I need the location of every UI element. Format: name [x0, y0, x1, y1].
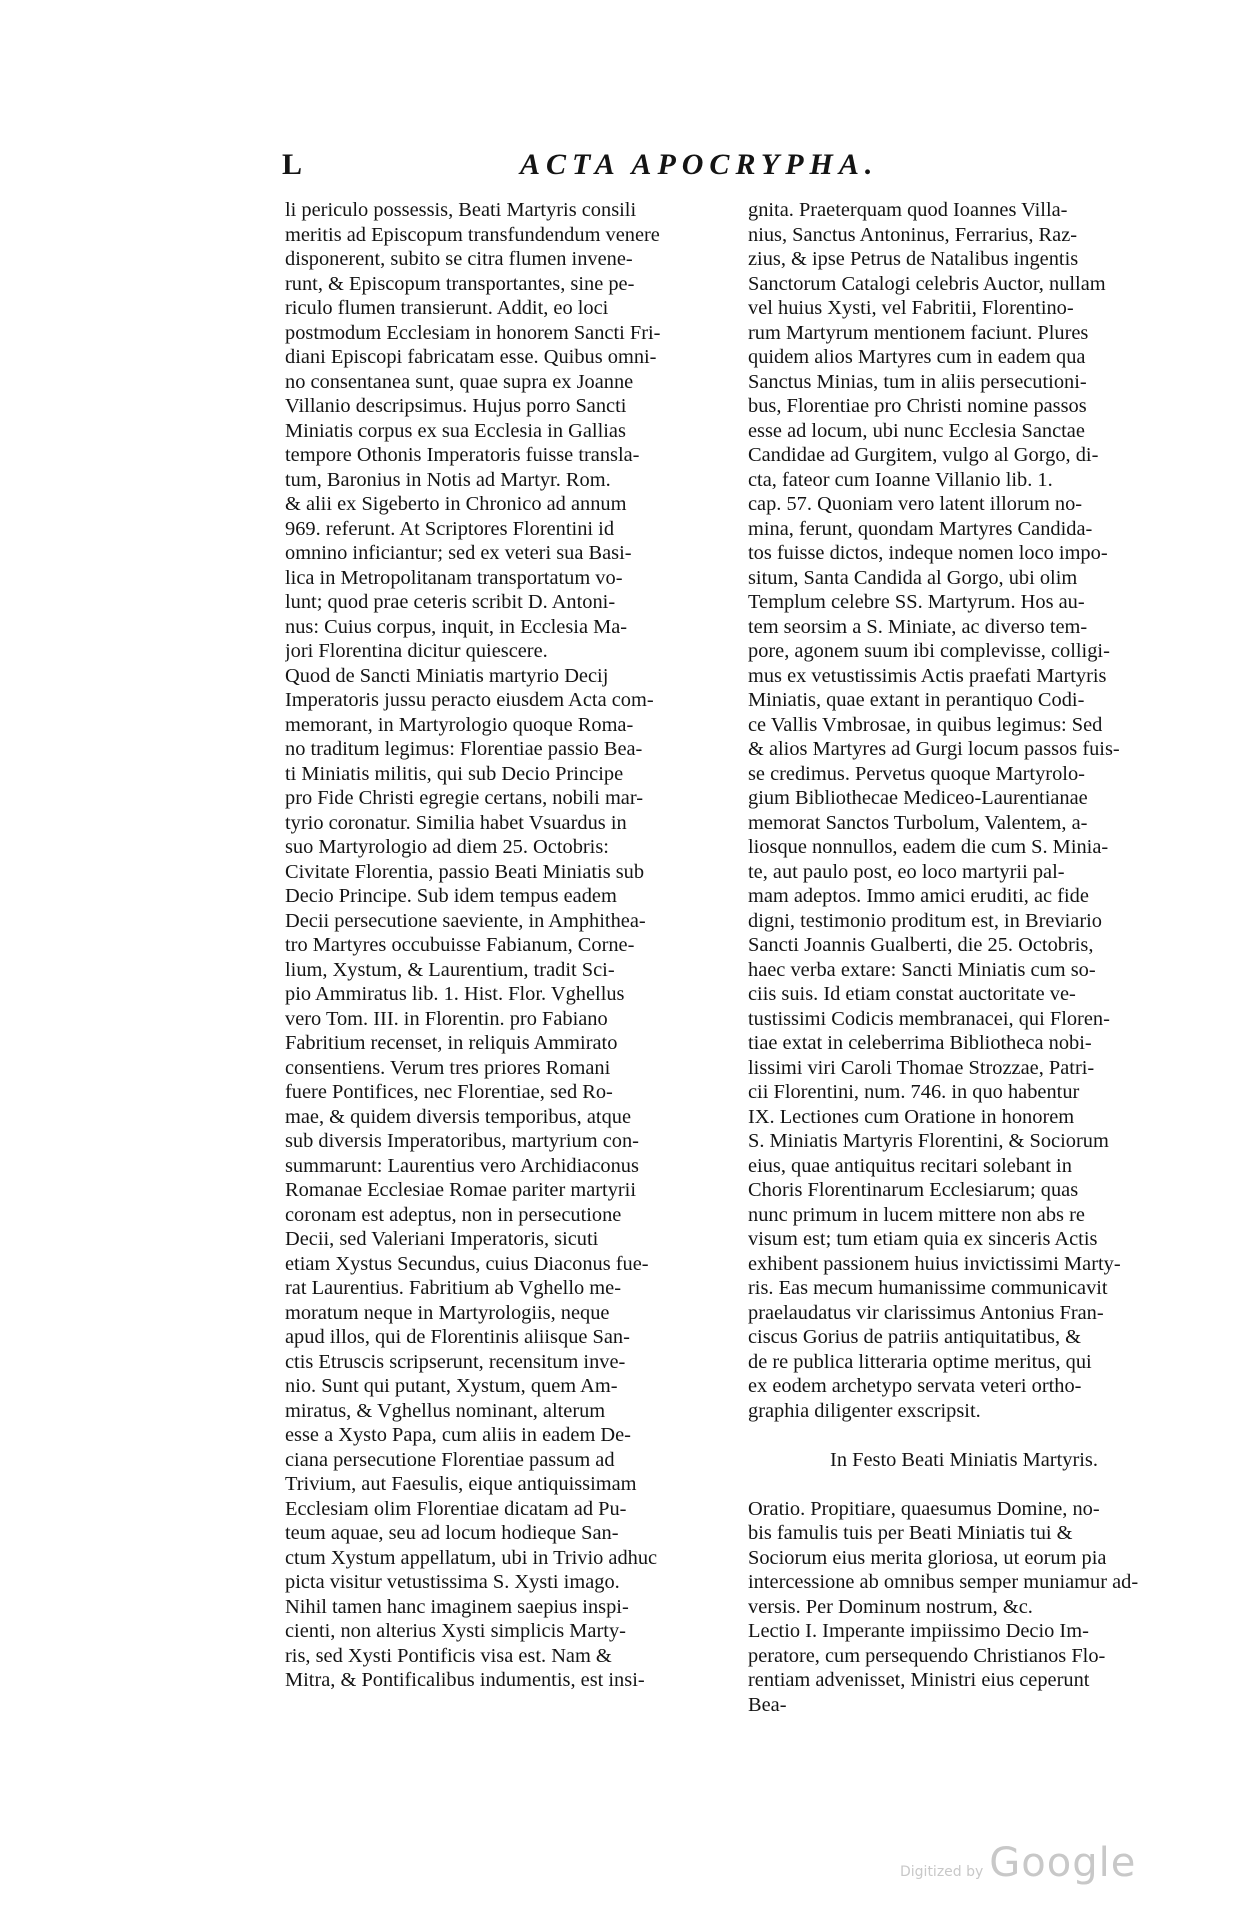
text-line: de re publica litteraria optime meritus, qui — [748, 1350, 1092, 1373]
text-line: & alii ex Sigeberto in Chronico ad annum — [285, 493, 627, 515]
text-line: mus ex vetustissimis Actis praefati Martyris — [748, 664, 1107, 687]
text-line: tyrio coronatur. Similia habet Vsuardus in — [285, 811, 627, 834]
text-line: te, aut paulo post, eo loco martyrii pal- — [748, 860, 1065, 883]
text-line: S. Miniatis Martyris Florentini, & Sociorum — [748, 1130, 1109, 1152]
text-line: Choris Florentinarum Ecclesiarum; quas — [748, 1179, 1079, 1201]
right-text-column — [748, 198, 1180, 1717]
text-line: Decii, sed Valeriani Imperatoris, sicuti — [285, 1228, 599, 1250]
oration-line: Sociorum eius merita gloriosa, ut eorum pia — [748, 1546, 1107, 1569]
google-logo: Google — [989, 1840, 1137, 1886]
text-line: tustissimi Codicis membranacei, qui Floren- — [748, 1007, 1110, 1030]
text-line: gnita. Praeterquam quod Ioannes Villa- — [748, 199, 1068, 221]
text-line: Romanae Ecclesiae Romae pariter martyrii — [285, 1179, 637, 1201]
text-line: jori Florentina dicitur quiescere. — [285, 640, 548, 662]
text-line: ciis suis. Id etiam constat auctoritate ve- — [748, 983, 1076, 1005]
text-line: Villanio descripsimus. Hujus porro Sancti — [285, 395, 627, 417]
text-line: ciana persecutione Florentiae passum ad — [285, 1448, 615, 1471]
text-line: riculo flumen transierunt. Addit, eo loci — [285, 297, 609, 319]
text-line: etiam Xystus Secundus, cuius Diaconus fue- — [285, 1252, 649, 1275]
text-line: omnino inficiantur; sed ex veteri sua Basi- — [285, 542, 632, 564]
text-line: picta visitur vetustissima S. Xysti imago. — [285, 1571, 620, 1593]
text-line: & alios Martyres ad Gurgi locum passos fuis- — [748, 738, 1120, 760]
text-line: cta, fateor cum Ioanne Villanio lib. 1. — [748, 468, 1053, 491]
text-line: lissimi viri Caroli Thomae Strozzae, Patri- — [748, 1056, 1095, 1079]
text-line: exhibent passionem huius invictissimi Marty- — [748, 1252, 1121, 1275]
text-line: graphia diligenter exscripsit. — [748, 1399, 981, 1422]
text-line: lunt; quod prae ceteris scribit D. Antoni- — [285, 591, 616, 613]
text-line: Sancti Joannis Gualberti, die 25. Octobris, — [748, 934, 1094, 956]
text-line: ris. Eas mecum humanissime communicavit — [748, 1277, 1108, 1299]
text-line: tem seorsim a S. Miniate, ac diverso tem- — [748, 615, 1088, 638]
text-line: bus, Florentiae pro Christi nomine passos — [748, 395, 1087, 417]
text-line: miratus, & Vghellus nominant, alterum — [285, 1399, 606, 1422]
text-line: sub diversis Imperatoribus, martyrium con- — [285, 1130, 639, 1152]
text-line: Nihil tamen hanc imaginem saepius inspi- — [285, 1595, 629, 1618]
text-line: teum aquae, seu ad locum hodieque San- — [285, 1522, 619, 1544]
text-line: Trivium, aut Faesulis, eique antiquissimam — [285, 1473, 637, 1495]
text-line: Mitra, & Pontificalibus indumentis, est insi- — [285, 1669, 645, 1691]
text-line: pore, agonem suum ibi complevisse, colligi- — [748, 640, 1110, 662]
text-line: quidem alios Martyres cum in eadem qua — [748, 346, 1086, 368]
digitization-watermark — [900, 1840, 1136, 1886]
text-line: nio. Sunt qui putant, Xystum, quem Am- — [285, 1375, 618, 1397]
text-line: Fabritium recenset, in reliquis Ammirato — [285, 1032, 618, 1054]
text-line: memorat Sanctos Turbolum, Valentem, a- — [748, 811, 1088, 834]
text-line: cap. 57. Quoniam vero latent illorum no- — [748, 493, 1083, 515]
text-line: Candidae ad Gurgitem, vulgo al Gorgo, di- — [748, 444, 1099, 466]
oration-line: peratore, cum persequendo Christianos Flo- — [748, 1644, 1106, 1667]
text-line: praelaudatus vir clarissimus Antonius Fran- — [748, 1301, 1104, 1324]
text-line: visum est; tum etiam quia ex sinceris Actis — [748, 1228, 1098, 1250]
text-line: nius, Sanctus Antoninus, Ferrarius, Raz- — [748, 223, 1078, 246]
text-line: coronam est adeptus, non in persecutione — [285, 1203, 622, 1226]
text-line: Civitate Florentia, passio Beati Miniatis sub — [285, 860, 645, 883]
text-line: Sanctus Minias, tum in aliis persecutioni- — [748, 370, 1087, 393]
oration-block — [748, 1497, 1180, 1718]
text-line: Imperatoris jussu peracto eiusdem Acta com- — [285, 689, 654, 711]
text-line: cienti, non alterius Xysti simplicis Marty- — [285, 1620, 626, 1642]
text-line: tiae extat in celeberrima Bibliotheca nobi- — [748, 1032, 1092, 1054]
text-line: tempore Othonis Imperatoris fuisse transla- — [285, 444, 640, 466]
text-line: rat Laurentius. Fabritium ab Vghello me- — [285, 1277, 621, 1299]
oration-line: Bea- — [748, 1693, 787, 1716]
text-line: digni, testimonio proditum est, in Breviario — [748, 909, 1102, 932]
text-line: nunc primum in lucem mittere non abs re — [748, 1203, 1085, 1226]
text-line: esse ad locum, ubi nunc Ecclesia Sanctae — [748, 419, 1085, 442]
oration-line: bis famulis tuis per Beati Miniatis tui & — [748, 1522, 1073, 1544]
oration-line: versis. Per Dominum nostrum, &c. — [748, 1595, 1033, 1618]
text-line: haec verba extare: Sancti Miniatis cum so- — [748, 958, 1096, 981]
text-line: ex eodem archetypo servata veteri ortho- — [748, 1375, 1082, 1397]
page-number: L — [282, 148, 303, 181]
text-line: ris, sed Xysti Pontificis visa est. Nam & — [285, 1644, 612, 1667]
text-line: Templum celebre SS. Martyrum. Hos au- — [748, 591, 1085, 613]
text-line: zius, & ipse Petrus de Natalibus ingentis — [748, 248, 1079, 270]
text-line: Decii persecutione saeviente, in Amphithea- — [285, 909, 646, 932]
oration-line: rentiam advenisset, Ministri eius ceperunt — [748, 1669, 1090, 1691]
text-line: liosque nonnullos, eadem die cum S. Minia- — [748, 836, 1109, 858]
text-line: ctis Etruscis scripserunt, recensitum inve- — [285, 1350, 626, 1373]
oration-line: Oratio. Propitiare, quaesumus Domine, no- — [748, 1497, 1100, 1520]
text-line: vel huius Xysti, vel Fabritii, Florentino- — [748, 297, 1074, 319]
text-line: ti Miniatis militis, qui sub Decio Principe — [285, 762, 624, 785]
text-line: ciscus Gorius de patriis antiquitatibus, & — [748, 1326, 1082, 1348]
text-line: pio Ammiratus lib. 1. Hist. Flor. Vghellus — [285, 983, 625, 1005]
text-line: consentiens. Verum tres priores Romani — [285, 1056, 611, 1079]
feast-heading: In Festo Beati Miniatis Martyris. — [830, 1448, 1098, 1471]
text-line: cii Florentini, num. 746. in quo habentur — [748, 1081, 1080, 1103]
text-line: situm, Santa Candida al Gorgo, ubi olim — [748, 566, 1078, 589]
text-line: lica in Metropolitanam transportatum vo- — [285, 566, 623, 589]
text-line: li periculo possessis, Beati Martyris consili — [285, 199, 637, 221]
left-text-column — [285, 198, 730, 1693]
text-line: runt, & Episcopum transportantes, sine pe- — [285, 272, 635, 295]
text-line: mae, & quidem diversis temporibus, atque — [285, 1105, 632, 1128]
text-line: rum Martyrum mentionem faciunt. Plures — [748, 321, 1089, 344]
text-line: Sanctorum Catalogi celebris Auctor, nullam — [748, 272, 1106, 295]
oration-line: intercessione ab omnibus semper muniamur ad- — [748, 1571, 1139, 1593]
text-line: Miniatis corpus ex sua Ecclesia in Gallias — [285, 419, 626, 442]
text-line: esse a Xysto Papa, cum aliis in eadem De- — [285, 1424, 631, 1446]
text-line: fuere Pontifices, nec Florentiae, sed Ro- — [285, 1081, 613, 1103]
text-line: summarunt: Laurentius vero Archidiaconus — [285, 1154, 639, 1177]
text-line: tos fuisse dictos, indeque nomen loco impo- — [748, 542, 1108, 564]
text-line: moratum neque in Martyrologiis, neque — [285, 1301, 610, 1324]
text-line: gium Bibliothecae Mediceo-Laurentianae — [748, 787, 1088, 809]
text-line: suo Martyrologio ad diem 25. Octobris: — [285, 836, 609, 858]
text-line: meritis ad Episcopum transfundendum venere — [285, 223, 660, 246]
text-line: lium, Xystum, & Laurentium, tradit Sci- — [285, 958, 615, 981]
text-line: nus: Cuius corpus, inquit, in Ecclesia Ma- — [285, 615, 628, 638]
text-line: tro Martyres occubuisse Fabianum, Corne- — [285, 934, 635, 956]
text-line: no consentanea sunt, quae supra ex Joanne — [285, 370, 634, 393]
text-line: mam adeptos. Immo amici eruditi, ac fide — [748, 885, 1089, 907]
text-line: no traditum legimus: Florentiae passio Bea- — [285, 738, 643, 760]
text-line: se credimus. Pervetus quoque Martyrolo- — [748, 762, 1085, 785]
text-line: disponerent, subito se citra flumen invene- — [285, 248, 633, 270]
text-line: vero Tom. III. in Florentin. pro Fabiano — [285, 1007, 608, 1030]
text-line: Ecclesiam olim Florentiae dicatam ad Pu- — [285, 1497, 627, 1520]
right-paragraph — [748, 198, 1180, 1423]
text-line: Quod de Sancti Miniatis martyrio Decij — [285, 664, 609, 687]
text-line: diani Episcopi fabricatam esse. Quibus omni- — [285, 346, 657, 368]
watermark-prefix: Digitized by — [900, 1864, 984, 1880]
text-line: ctum Xystum appellatum, ubi in Trivio adhuc — [285, 1546, 658, 1569]
running-title: ACTA APOCRYPHA. — [520, 148, 879, 181]
text-line: Miniatis, quae extant in perantiquo Codi- — [748, 689, 1085, 711]
text-line: memorant, in Martyrologio quoque Roma- — [285, 713, 634, 736]
text-line: Decio Principe. Sub idem tempus eadem — [285, 885, 617, 907]
text-line: apud illos, qui de Florentinis aliisque San- — [285, 1326, 630, 1348]
text-line: eius, quae antiquitus recitari solebant in — [748, 1154, 1072, 1177]
text-line: ce Vallis Vmbrosae, in quibus legimus: Sed — [748, 713, 1103, 736]
text-line: IX. Lectiones cum Oratione in honorem — [748, 1105, 1075, 1128]
text-line: 969. referunt. At Scriptores Florentini id — [285, 517, 615, 540]
text-line: tum, Baronius in Notis ad Martyr. Rom. — [285, 468, 611, 491]
oration-line: Lectio I. Imperante impiissimo Decio Im- — [748, 1620, 1089, 1642]
text-line: pro Fide Christi egregie certans, nobili mar- — [285, 787, 644, 809]
text-line: mina, ferunt, quondam Martyres Candida- — [748, 517, 1093, 540]
text-line: postmodum Ecclesiam in honorem Sancti Fri- — [285, 321, 661, 344]
